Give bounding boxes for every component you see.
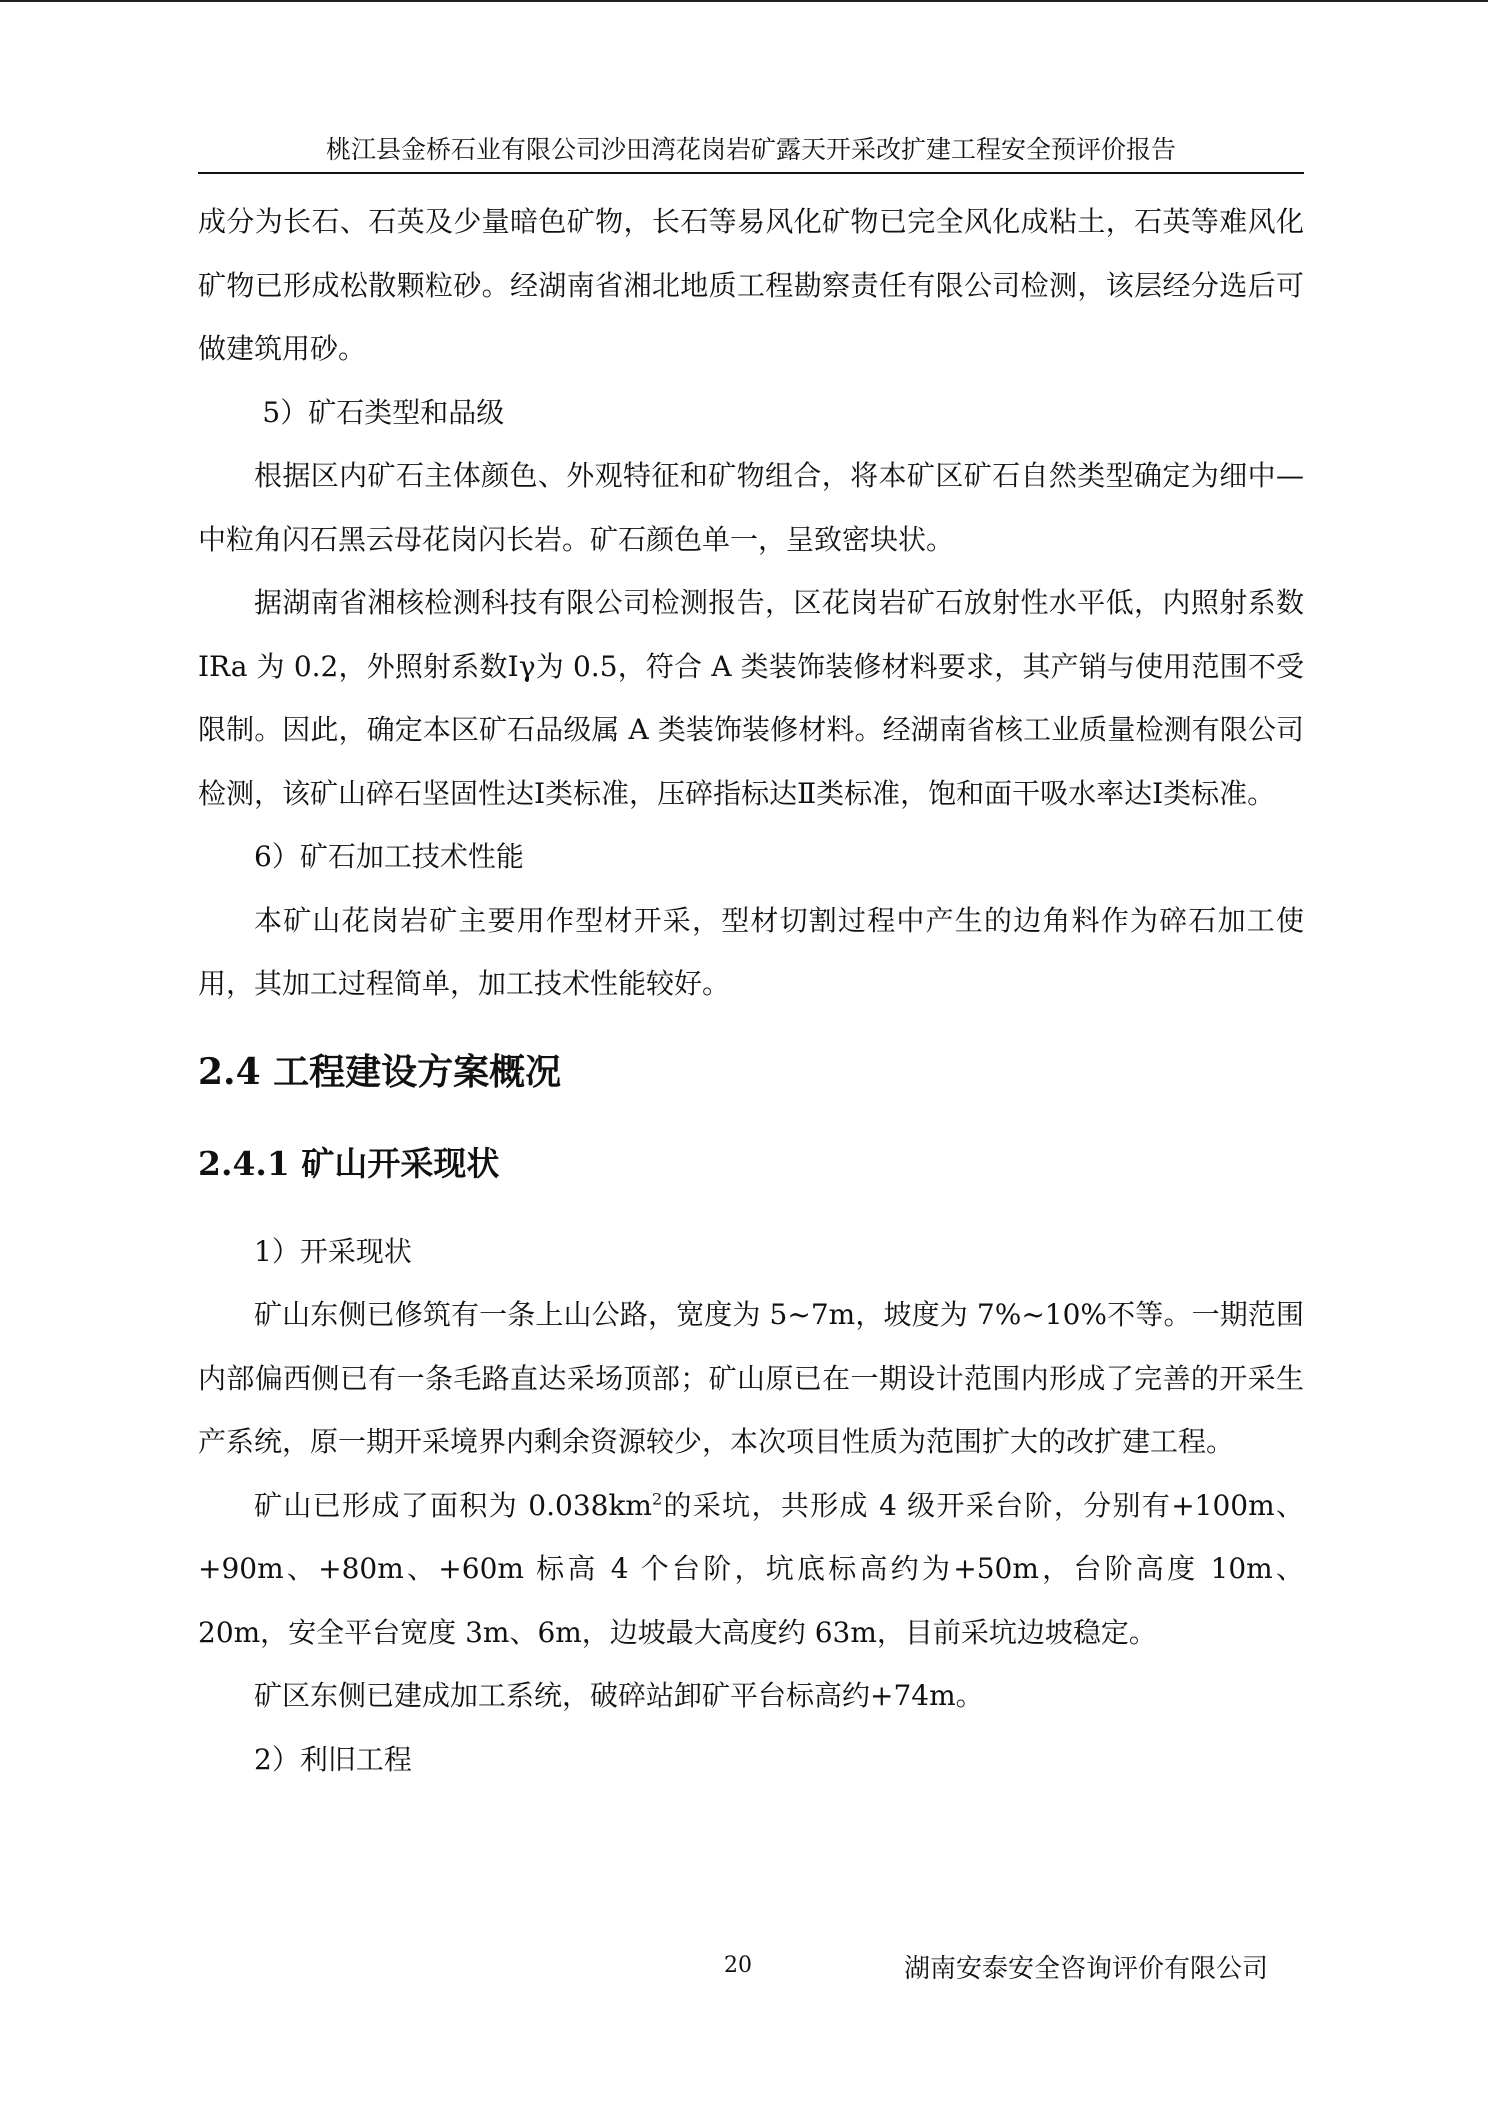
item-processing-performance: 6）矿石加工技术性能: [254, 840, 524, 873]
item-ore-type-grade: 5）矿石类型和品级: [262, 395, 505, 429]
section-heading-2-4: 2.4 工程建设方案概况: [198, 1050, 562, 1093]
pit-superscript: 2: [651, 1489, 663, 1509]
item-reused-works: 2）利旧工程: [254, 1742, 412, 1776]
paragraph-weathering: 成分为长石、石英及少量暗色矿物，长石等易风化矿物已完全风化成粘土，石英等难风化矿物已形成松散颗粒砂。经湖南省湘北地质工程勘察责任有限公司检测，该层经分选后可做建筑用砂。: [198, 205, 1304, 365]
paragraph-radioactivity: 据湖南省湘核检测科技有限公司检测报告，区花岗岩矿石放射性水平低，内照射系数 IRa 为 0.2，外照射系数Ⅰγ为 0.5，符合 A 类装饰装修材料要求，其产销与使用范围不受限制。因此，确定本区矿石品级属 A 类装饰装修材料。经湖南省核工业质量检测有限公司检测，该矿山碎石坚固性达Ⅰ类标准，压碎指标达Ⅱ类标准，饱和面干吸水率达Ⅰ类标准。: [198, 586, 1304, 810]
pit-text-a: 矿山已形成了面积为 0.038km: [254, 1488, 652, 1522]
paragraph-processing-system: 矿区东侧已建成加工系统，破碎站卸矿平台标高约+74m。: [254, 1679, 984, 1712]
header-title: 桃江县金桥石业有限公司沙田湾花岗岩矿露天开采改扩建工程安全预评价报告: [325, 135, 1176, 164]
paragraph-processing: 本矿山花岗岩矿主要用作型材开采，型材切割过程中产生的边角料作为碎石加工使用，其加工过程简单，加工技术性能较好。: [198, 903, 1304, 1000]
paragraph-road: 矿山东侧已修筑有一条上山公路，宽度为 5~7m，坡度为 7%~10%不等。一期范围内部偏西侧已有一条毛路直达采场顶部；矿山原已在一期设计范围内形成了完善的开采生产系统，原一期开采境界内剩余资源较少，本次项目性质为范围扩大的改扩建工程。: [198, 1298, 1304, 1458]
paragraph-ore-type: 根据区内矿石主体颜色、外观特征和矿物组合，将本矿区矿石自然类型确定为细中—中粒角闪石黑云母花岗闪长岩。矿石颜色单一，呈致密块状。: [198, 459, 1304, 556]
page-number: 20: [724, 1953, 752, 1978]
section-heading-2-4-1: 2.4.1 矿山开采现状: [198, 1143, 500, 1183]
pit-text-b: 的采坑，共形成 4 级开采台阶，分别有+100m、+90m、+80m、+60m 标高 4 个台阶，坑底标高约为+50m，台阶高度 10m、20m，安全平台宽度 3m、6m，边坡最大高度约 63m，目前采坑边坡稳定。: [198, 1488, 1304, 1649]
document-body: [198, 190, 1304, 1791]
page-top-border: [0, 0, 1488, 2]
item-mining-status: 1）开采现状: [254, 1234, 412, 1268]
footer-organization: 湖南安泰安全咨询评价有限公司: [904, 1954, 1269, 1984]
paragraph-pit: [198, 1474, 1304, 1665]
running-header: [198, 130, 1304, 174]
